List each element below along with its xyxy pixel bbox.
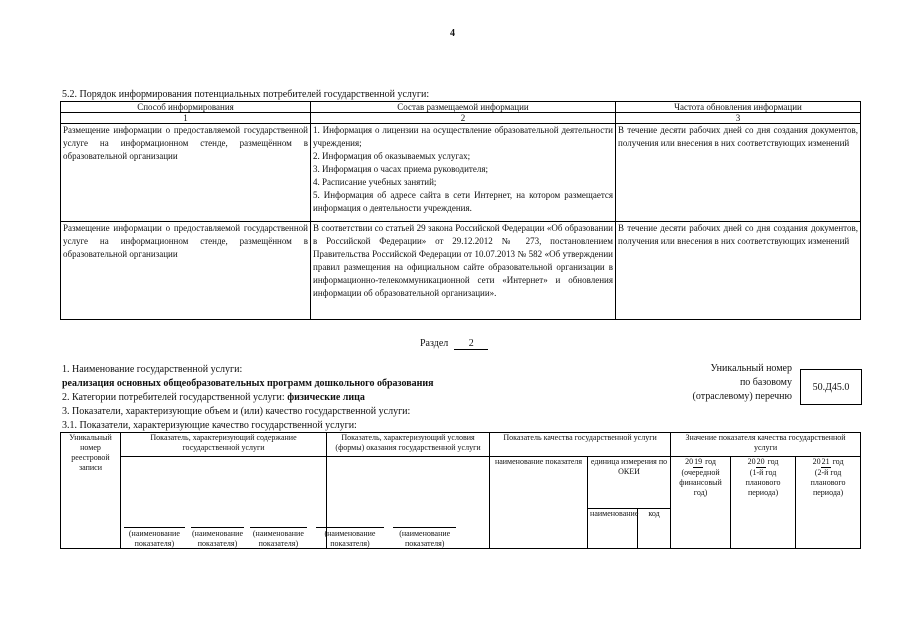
year-note: (1-й год планового периода) — [745, 468, 781, 497]
year-note: (2-й год планового периода) — [810, 468, 846, 497]
cell-frequency: В течение десяти рабочих дней со дня создания документов, получения или внесения в них соответствующих изменений — [616, 124, 861, 222]
year-prefix: 20 — [812, 457, 821, 466]
indicator-name: наименование показателя — [490, 457, 588, 549]
table-row — [61, 222, 861, 320]
sub-indicator-label: (наименование показателя) — [192, 529, 244, 548]
sub-indicator-label: (наименование показателя) — [393, 527, 456, 549]
sub-indicator-label: (наименование показателя) — [124, 527, 185, 549]
col-conditions-indicator: Показатель, характеризующий условия (формы) оказания государственной услуги — [327, 433, 490, 457]
unique-number-line: (отраслевому) перечню — [692, 391, 792, 402]
service-name-label: 1. Наименование государственной услуги: — [62, 364, 243, 375]
unique-number-label — [660, 362, 792, 404]
header-method: Способ информирования — [61, 102, 311, 113]
col-content-indicator: Показатель, характеризующий содержание государственной услуги — [121, 433, 327, 457]
unit-name: наименование — [588, 509, 638, 549]
cell-method: Размещение информации о предоставляемой государственной услуге на информационном стенде, размещённом в образовательной организации — [61, 124, 311, 222]
cell-content — [311, 222, 616, 320]
unique-number-box: 50.Д45.0 — [800, 369, 862, 405]
year-value: 21 — [821, 457, 830, 466]
sub-indicator — [188, 519, 248, 549]
header-content: Состав размещаемой информации — [311, 102, 616, 113]
section-label: Раздел — [420, 338, 449, 349]
information-table — [60, 101, 861, 320]
sub-indicator — [247, 519, 309, 549]
sub-indicator-row — [121, 519, 459, 549]
table-row — [61, 124, 861, 222]
year-note: (очередной финансовый год) — [679, 468, 722, 497]
content-item: В соответствии со статьей 29 закона Российской Федерации «Об образовании в Российской Федерации» от 29.12.2012 № 273, постановлением Правительства Российской Федерации от 10.07.2013 № 582 «Об утверждении правил размещения на официальном сайте образовательной организации в информационно-телекоммуникационной сети «Интернет» и обновления информации об образовательной организации». — [313, 223, 613, 298]
year-column — [731, 457, 796, 549]
year-column — [671, 457, 731, 549]
year-value: 19 — [694, 457, 703, 466]
header-number: 3 — [616, 113, 861, 124]
year-suffix: год — [832, 457, 844, 466]
category-value: физические лица — [287, 392, 365, 403]
section-number: 2 — [454, 338, 488, 350]
year-prefix: 20 — [747, 457, 756, 466]
content-item: 4. Расписание учебных занятий; — [313, 177, 437, 187]
content-item: 1. Информация о лицензии на осуществление образовательной деятельности учреждения; — [313, 125, 613, 148]
sub-indicator — [310, 519, 391, 549]
unique-number-line: по базовому — [739, 377, 792, 388]
col-quality-value: Значение показателя качества государственной услуги — [671, 433, 861, 457]
category-label: 2. Категории потребителей государственной услуги: — [62, 392, 285, 403]
content-item: 5. Информация об адресе сайта в сети Интернет, на котором размещается информация о деятельности учреждения. — [313, 190, 613, 213]
cell-content — [311, 124, 616, 222]
sub-indicator — [121, 519, 188, 549]
header-number: 2 — [311, 113, 616, 124]
service-name: реализация основных общеобразовательных программ дошкольного образования — [62, 378, 434, 389]
page-number: 4 — [450, 28, 455, 39]
indicators-label: 3. Показатели, характеризующие объем и (или) качество государственной услуги: — [62, 406, 411, 417]
content-item: 2. Информация об оказываемых услугах; — [313, 151, 471, 161]
unit-code: код — [638, 509, 671, 549]
year-suffix: год — [767, 457, 779, 466]
category-line — [62, 392, 365, 404]
year-column — [796, 457, 861, 549]
year-value: 20 — [756, 457, 765, 466]
sub-indicator — [390, 519, 459, 549]
sub-indicator-label: (наименование показателя) — [316, 527, 385, 549]
header-frequency: Частота обновления информации — [616, 102, 861, 113]
content-item: 3. Информация о часах приема руководителя; — [313, 164, 488, 174]
cell-method: Размещение информации о предоставляемой государственной услуге на информационном стенде, размещённом в образовательной организации — [61, 222, 311, 320]
col-quality-indicator: Показатель качества государственной услуги — [490, 433, 671, 457]
section-heading — [420, 338, 488, 350]
unit-okei: единица измерения по ОКЕИ — [588, 457, 671, 509]
year-suffix: год — [705, 457, 716, 466]
header-number: 1 — [61, 113, 311, 124]
year-prefix: 20 — [685, 457, 694, 466]
section-5-2-title: 5.2. Порядок информирования потенциальных потребителей государственной услуги: — [62, 89, 430, 100]
cell-frequency: В течение десяти рабочих дней со дня создания документов, получения или внесения в них соответствующих изменений — [616, 222, 861, 320]
sub-indicator-label: (наименование показателя) — [250, 527, 306, 549]
col-unique-number: Уникальный номер реестровой записи — [61, 433, 121, 549]
quality-label: 3.1. Показатели, характеризующие качество государственной услуги: — [62, 420, 357, 431]
unique-number-line: Уникальный номер — [710, 363, 792, 374]
